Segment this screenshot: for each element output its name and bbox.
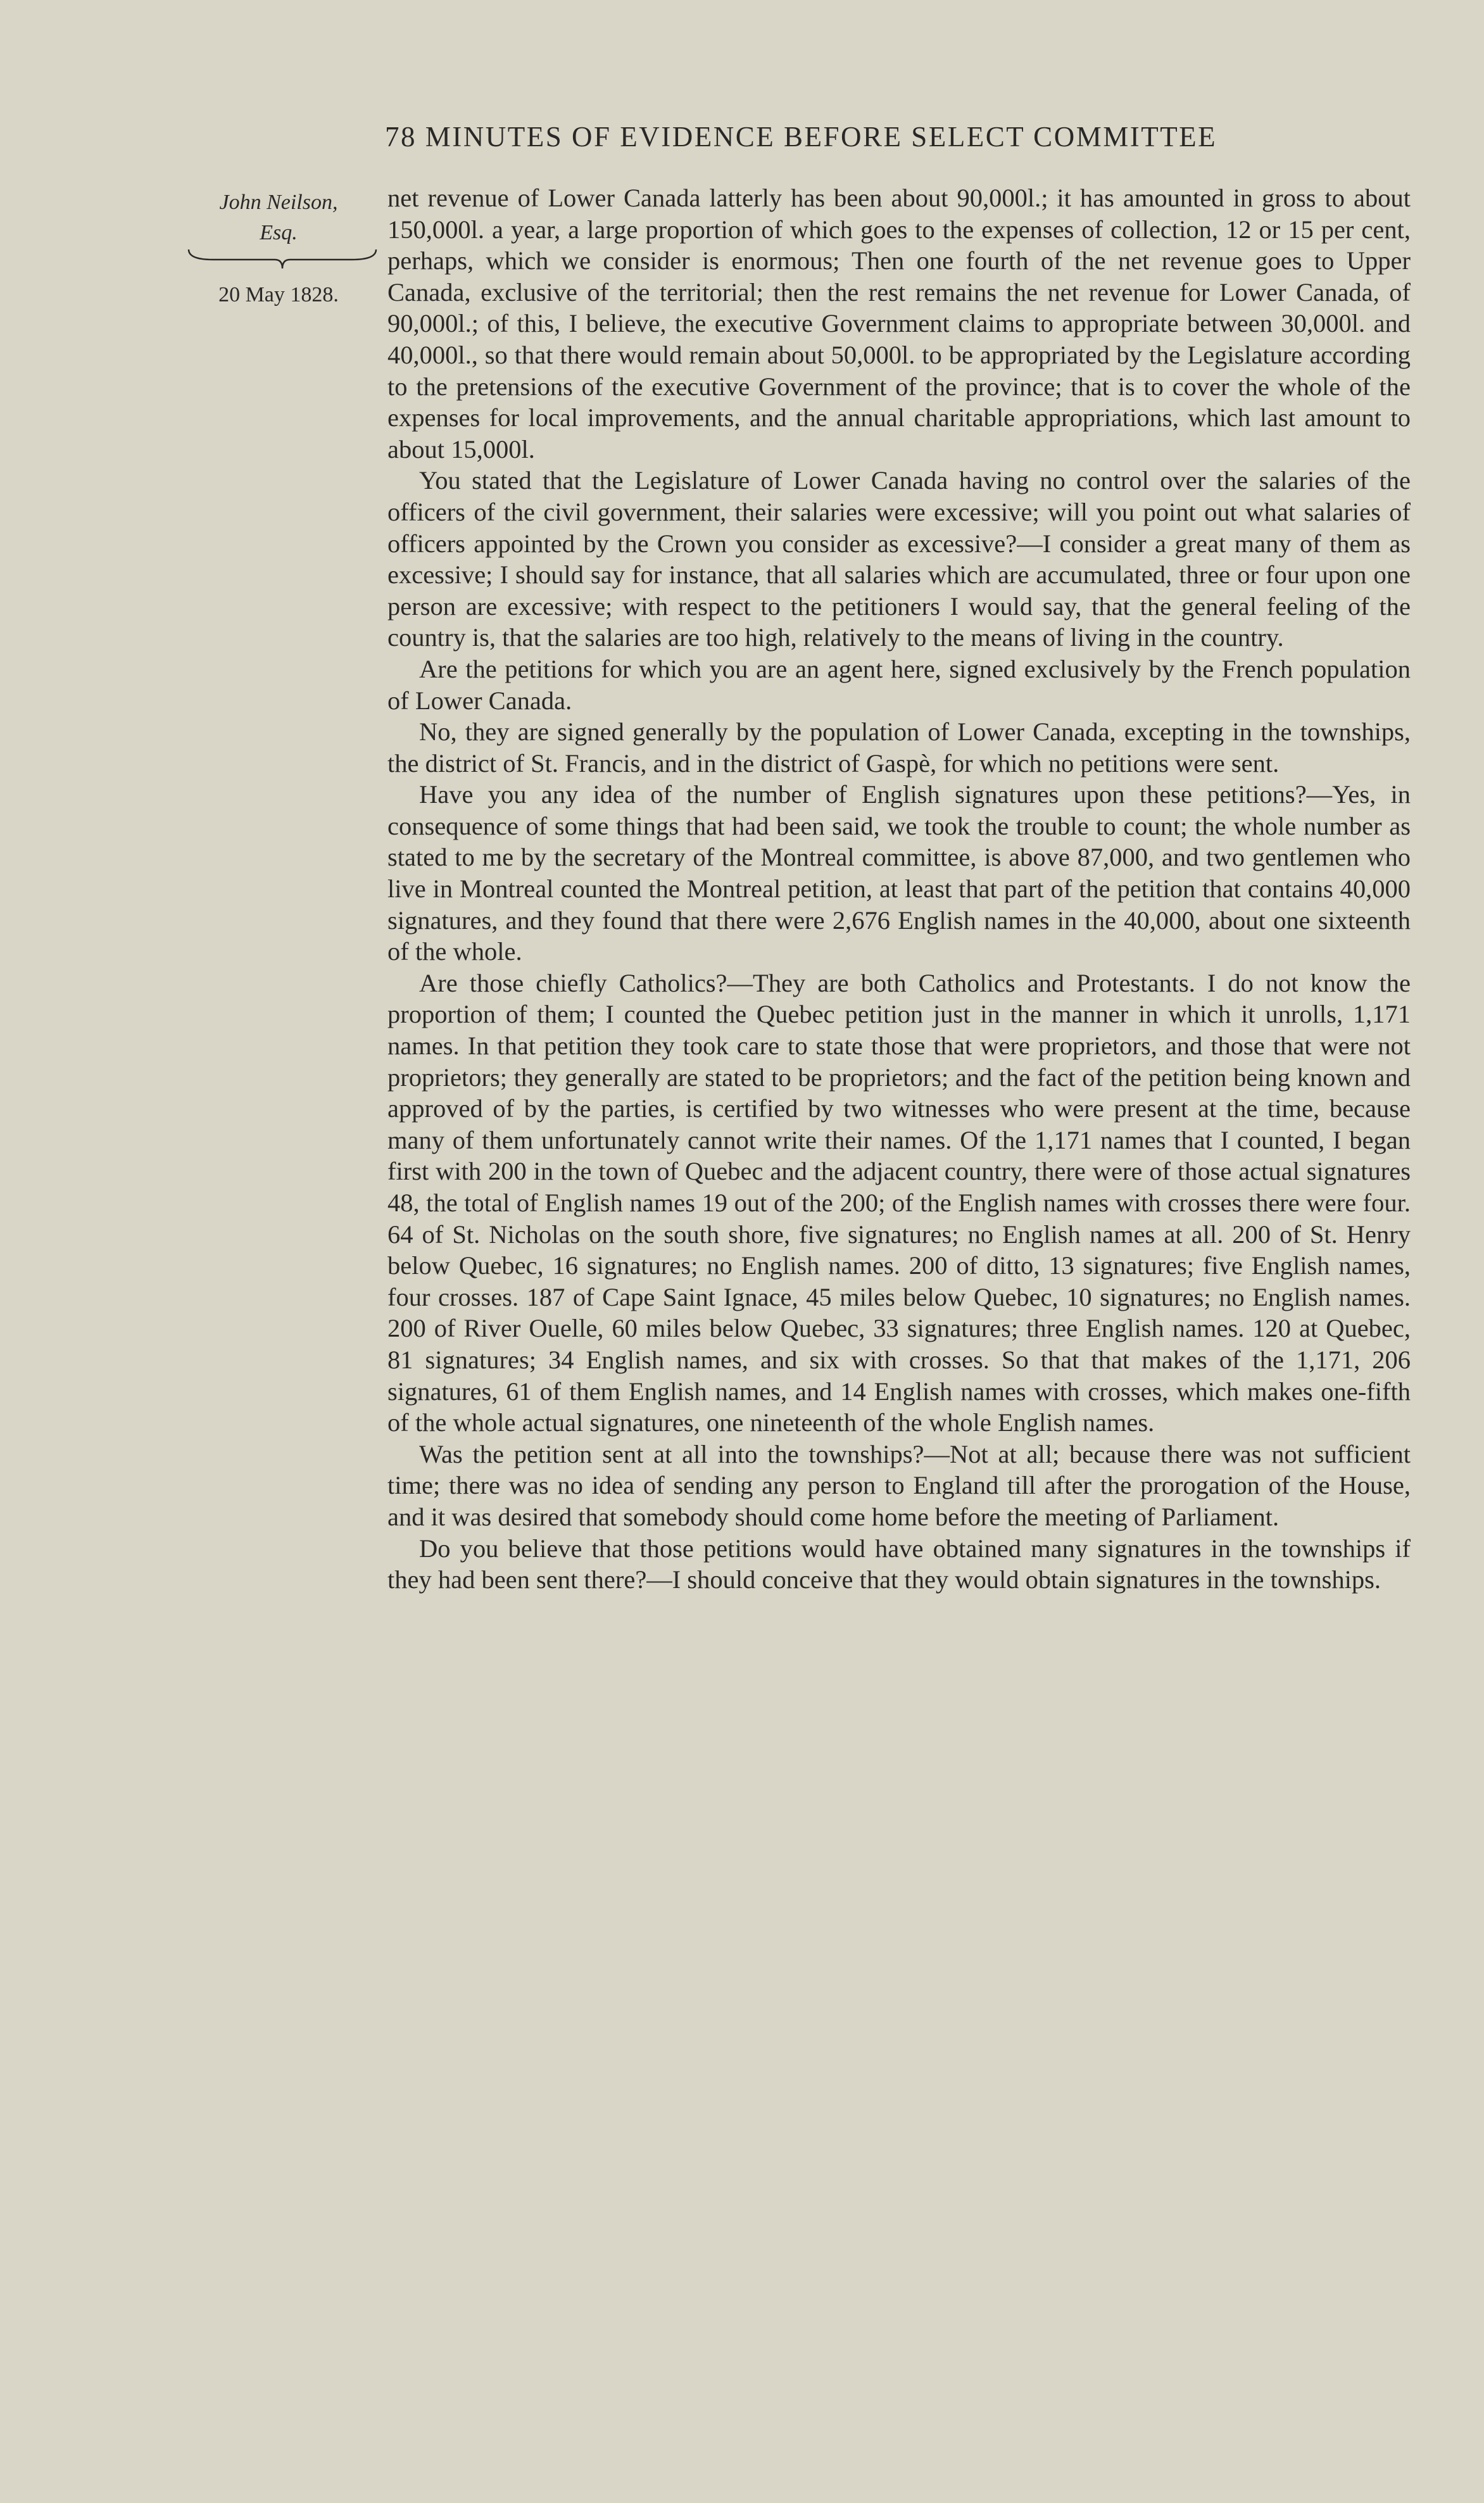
paragraph: Have you any idea of the number of English signatures upon these petitions?—Yes, in consequence of some things that had been said, we took the trouble to count; the whole number as stated to me by the secretary of the Montreal committee, is above 87,000, and two gentlemen who live in Montreal counted the Montreal petition, at least that part of the petition that contains 40,000 signatures, and they found that there were 2,676 English names in the 40,000, about one sixteenth of the whole. [387,780,1411,966]
paragraph: Do you believe that those petitions would have obtained many signatures in the townships if they had been sent there?—I should conceive that they would obtain signatures in the townships. [387,1534,1411,1594]
side-note [184,187,374,310]
paragraph: net revenue of Lower Canada latterly has been about 90,000l.; it has amounted in gross to about 150,000l. a year, a large proportion of which goes to the expenses of collection, 12 or 15 per cent, perhaps, which we consider is enormous; Then one fourth of the net revenue goes to Upper Canada, exclusive of the territorial; then the rest remains the net revenue for Lower Canada, of 90,000l.; of this, I believe, the executive Government claims to appropriate between 30,000l. and 40,000l., so that there would remain about 50,000l. to be appropriated by the Legislature according to the pretensions of the executive Government of the province; that is to cover the whole of the expenses for local improvements, and the annual charitable appropriations, which last amount to about 15,000l. [387,184,1411,463]
paragraph: Was the petition sent at all into the townships?—Not at all; because there was not sufficient time; there was no idea of sending any person to England till after the prorogation of the House, and it was desired that somebody should come home before the meeting of Parliament. [387,1439,1411,1531]
running-head: 78 MINUTES OF EVIDENCE BEFORE SELECT COMMITTEE [385,121,1217,153]
brace-icon [187,248,377,270]
side-note-name: John Neilson, [219,191,338,214]
paragraph: No, they are signed generally by the population of Lower Canada, excepting in the townships, the district of St. Francis, and in the district of Gaspè, for which no petitions were sent. [387,717,1411,778]
paragraph: You stated that the Legislature of Lower Canada having no control over the salaries of the officers of the civil government, their salaries were excessive; will you point out what salaries of officers appointed by the Crown you consider as excessive?—I consider a great many of them as excessive; I should say for instance, that all salaries which are accumulated, three or four upon one person are excessive; with respect to the petitioners I would say, that the general feeling of the country is, that the salaries are too high, relatively to the means of living in the country. [387,466,1411,652]
paragraph: Are the petitions for which you are an agent here, signed exclusively by the French population of Lower Canada. [387,654,1411,715]
body-text [387,182,1411,1596]
side-note-title: Esq. [260,221,298,244]
paragraph: Are those chiefly Catholics?—They are both Catholics and Protestants. I do not know the proportion of them; I counted the Quebec petition just in the manner in which it unrolls, 1,171 names. In that petition they took care to state those that were proprietors, and those that were not proprietors; they generally are stated to be proprietors; and the fact of the petition being known and approved of by the parties, is certified by two witnesses who were present at the time, because many of them unfortunately cannot write their names. Of the 1,171 names that I counted, I began first with 200 in the town of Quebec and the adjacent country, there were of those actual signatures 48, the total of English names 19 out of the 200; of the English names with crosses there were four. 64 of St. Nicholas on the south shore, five signatures; no English names at all. 200 of St. Henry below Quebec, 16 signatures; no English names. 200 of ditto, 13 signatures; five English names, four crosses. 187 of Cape Saint Ignace, 45 miles below Quebec, 10 signatures; no English names. 200 of River Ouelle, 60 miles below Quebec, 33 signatures; three English names. 120 at Quebec, 81 signatures; 34 English names, and six with crosses. So that that makes of the 1,171, 206 signatures, 61 of them English names, and 14 English names with crosses, which makes one-fifth of the whole actual signatures, one nineteenth of the whole English names. [387,968,1411,1437]
side-note-date: 20 May 1828. [218,283,339,306]
